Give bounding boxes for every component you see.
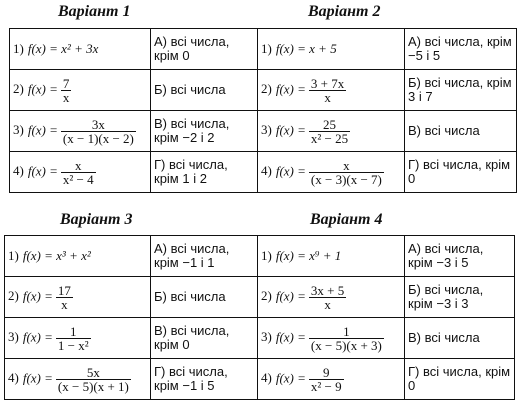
task-number: 1)	[261, 41, 272, 56]
formula-cell	[258, 152, 405, 193]
answer-option: Г) всі числа, крім 0	[405, 152, 517, 193]
task-number: 2)	[8, 287, 19, 303]
variant-3-title: Варіант 3	[60, 211, 133, 228]
answer-option: А) всі числа, крім −5 і 5	[405, 29, 517, 70]
answer-option: Б) всі числа	[151, 70, 258, 111]
formula-cell	[258, 29, 405, 70]
answer-option: Б) всі числа, крім 3 і 7	[405, 70, 517, 111]
function-label: f(x) =	[275, 369, 306, 385]
table-row	[10, 152, 517, 193]
task-number: 2)	[13, 80, 24, 96]
task-number: 2)	[261, 80, 272, 96]
fraction	[61, 118, 136, 145]
tasks-table-bottom	[4, 235, 515, 400]
task-number: 3)	[261, 328, 272, 344]
answer-option: Б) всі числа	[151, 277, 258, 318]
task-number: 4)	[8, 369, 19, 385]
fraction	[309, 284, 346, 311]
table-row	[10, 70, 517, 111]
table-row	[5, 318, 515, 359]
task-number: 3)	[13, 121, 24, 137]
function-label: f(x) =	[275, 287, 306, 303]
tasks-table-top	[9, 28, 517, 193]
formula-cell	[5, 318, 151, 359]
function-label: f(x) =	[275, 41, 306, 56]
formula-cell	[5, 359, 151, 400]
fraction-numerator: 9	[309, 366, 344, 380]
task-number: 3)	[8, 328, 19, 344]
formula-cell	[10, 111, 151, 152]
fraction-denominator: x² − 4	[62, 171, 94, 187]
function-label: f(x) =	[22, 369, 53, 385]
fraction-denominator: (x − 3)(x − 7)	[310, 171, 382, 187]
function-expression: x + 5	[309, 41, 337, 56]
function-expression: x³ + x²	[56, 248, 91, 263]
fraction-denominator: x² − 25	[310, 130, 349, 146]
formula-cell	[258, 111, 405, 152]
function-label: f(x) =	[275, 162, 306, 178]
formula-cell	[5, 277, 151, 318]
fraction-numerator: 5x	[56, 366, 131, 380]
answer-option: В) всі числа, крім 0	[151, 318, 258, 359]
task-number: 1)	[13, 41, 24, 56]
table-row	[5, 359, 515, 400]
fraction-numerator: x	[61, 159, 96, 173]
fraction-numerator: 7	[62, 75, 70, 91]
table-body-top	[10, 29, 517, 193]
function-label: f(x) =	[275, 328, 306, 344]
function-label: f(x) =	[27, 121, 58, 137]
function-label: f(x) =	[275, 248, 306, 263]
answer-option: Б) всі числа, крім −3 і 3	[405, 277, 515, 318]
function-expression: x² + 3x	[61, 41, 99, 56]
fraction	[309, 325, 384, 352]
fraction	[309, 118, 350, 145]
answer-option: В) всі числа, крім −2 і 2	[151, 111, 258, 152]
formula-cell	[5, 236, 151, 277]
function-label: f(x) =	[27, 162, 58, 178]
fraction	[56, 366, 131, 393]
fraction-denominator: x	[62, 89, 70, 105]
variant-2-title: Варіант 2	[308, 3, 381, 20]
function-label: f(x) =	[22, 328, 53, 344]
function-label: f(x) =	[22, 248, 53, 263]
task-number: 1)	[261, 248, 272, 263]
fraction-denominator: x	[61, 296, 68, 312]
fraction-denominator: (x − 5)(x + 1)	[57, 378, 129, 394]
formula-cell	[10, 29, 151, 70]
task-number: 2)	[261, 287, 272, 303]
task-number: 1)	[8, 248, 19, 263]
function-label: f(x) =	[275, 80, 306, 96]
fraction-denominator: 1 − x²	[57, 337, 89, 353]
formula-cell	[10, 152, 151, 193]
fraction-numerator: 3x	[61, 118, 136, 132]
fraction-denominator: (x − 5)(x + 3)	[310, 337, 382, 353]
table-row	[10, 111, 517, 152]
answer-option: Г) всі числа, крім 0	[405, 359, 515, 400]
fraction-numerator: 25	[309, 118, 350, 132]
fraction	[309, 366, 344, 393]
formula-cell	[10, 70, 151, 111]
function-label: f(x) =	[27, 41, 58, 56]
task-number: 3)	[261, 121, 272, 137]
task-number: 4)	[13, 162, 24, 178]
table-row	[10, 29, 517, 70]
function-label: f(x) =	[275, 121, 306, 137]
formula-cell	[258, 318, 405, 359]
fraction-numerator: 1	[56, 325, 91, 339]
task-number: 4)	[261, 162, 272, 178]
answer-option: В) всі числа	[405, 111, 517, 152]
fraction-numerator: 17	[57, 282, 71, 298]
formula-cell	[258, 236, 405, 277]
table-row	[5, 277, 515, 318]
fraction-numerator: 3 + 7x	[310, 75, 345, 91]
answer-option: Г) всі числа, крім −1 і 5	[151, 359, 258, 400]
function-expression: x⁹ + 1	[309, 248, 342, 263]
formula-cell	[258, 359, 405, 400]
fraction	[309, 159, 384, 186]
answer-option: В) всі числа	[405, 318, 515, 359]
fraction	[56, 284, 73, 311]
formula-cell	[258, 70, 405, 111]
fraction	[56, 325, 91, 352]
fraction	[61, 77, 72, 104]
function-label: f(x) =	[27, 80, 58, 96]
fraction-denominator: x	[324, 296, 331, 312]
fraction-denominator: (x − 1)(x − 2)	[62, 130, 134, 146]
fraction	[309, 77, 346, 104]
fraction	[61, 159, 96, 186]
answer-option: А) всі числа, крім −1 і 1	[151, 236, 258, 277]
answer-option: Г) всі числа, крім 1 і 2	[151, 152, 258, 193]
fraction-denominator: x	[324, 89, 331, 105]
function-label: f(x) =	[22, 287, 53, 303]
variant-4-title: Варіант 4	[310, 211, 383, 228]
table-body-bottom	[5, 236, 515, 400]
formula-cell	[258, 277, 405, 318]
table-row	[5, 236, 515, 277]
answer-option: А) всі числа, крім 0	[151, 29, 258, 70]
answer-option: А) всі числа, крім −3 і 5	[405, 236, 515, 277]
fraction-numerator: 3x + 5	[310, 282, 345, 298]
fraction-numerator: x	[309, 159, 384, 173]
task-number: 4)	[261, 369, 272, 385]
variant-1-title: Варіант 1	[58, 3, 131, 20]
fraction-numerator: 1	[309, 325, 384, 339]
fraction-denominator: x² − 9	[310, 378, 342, 394]
